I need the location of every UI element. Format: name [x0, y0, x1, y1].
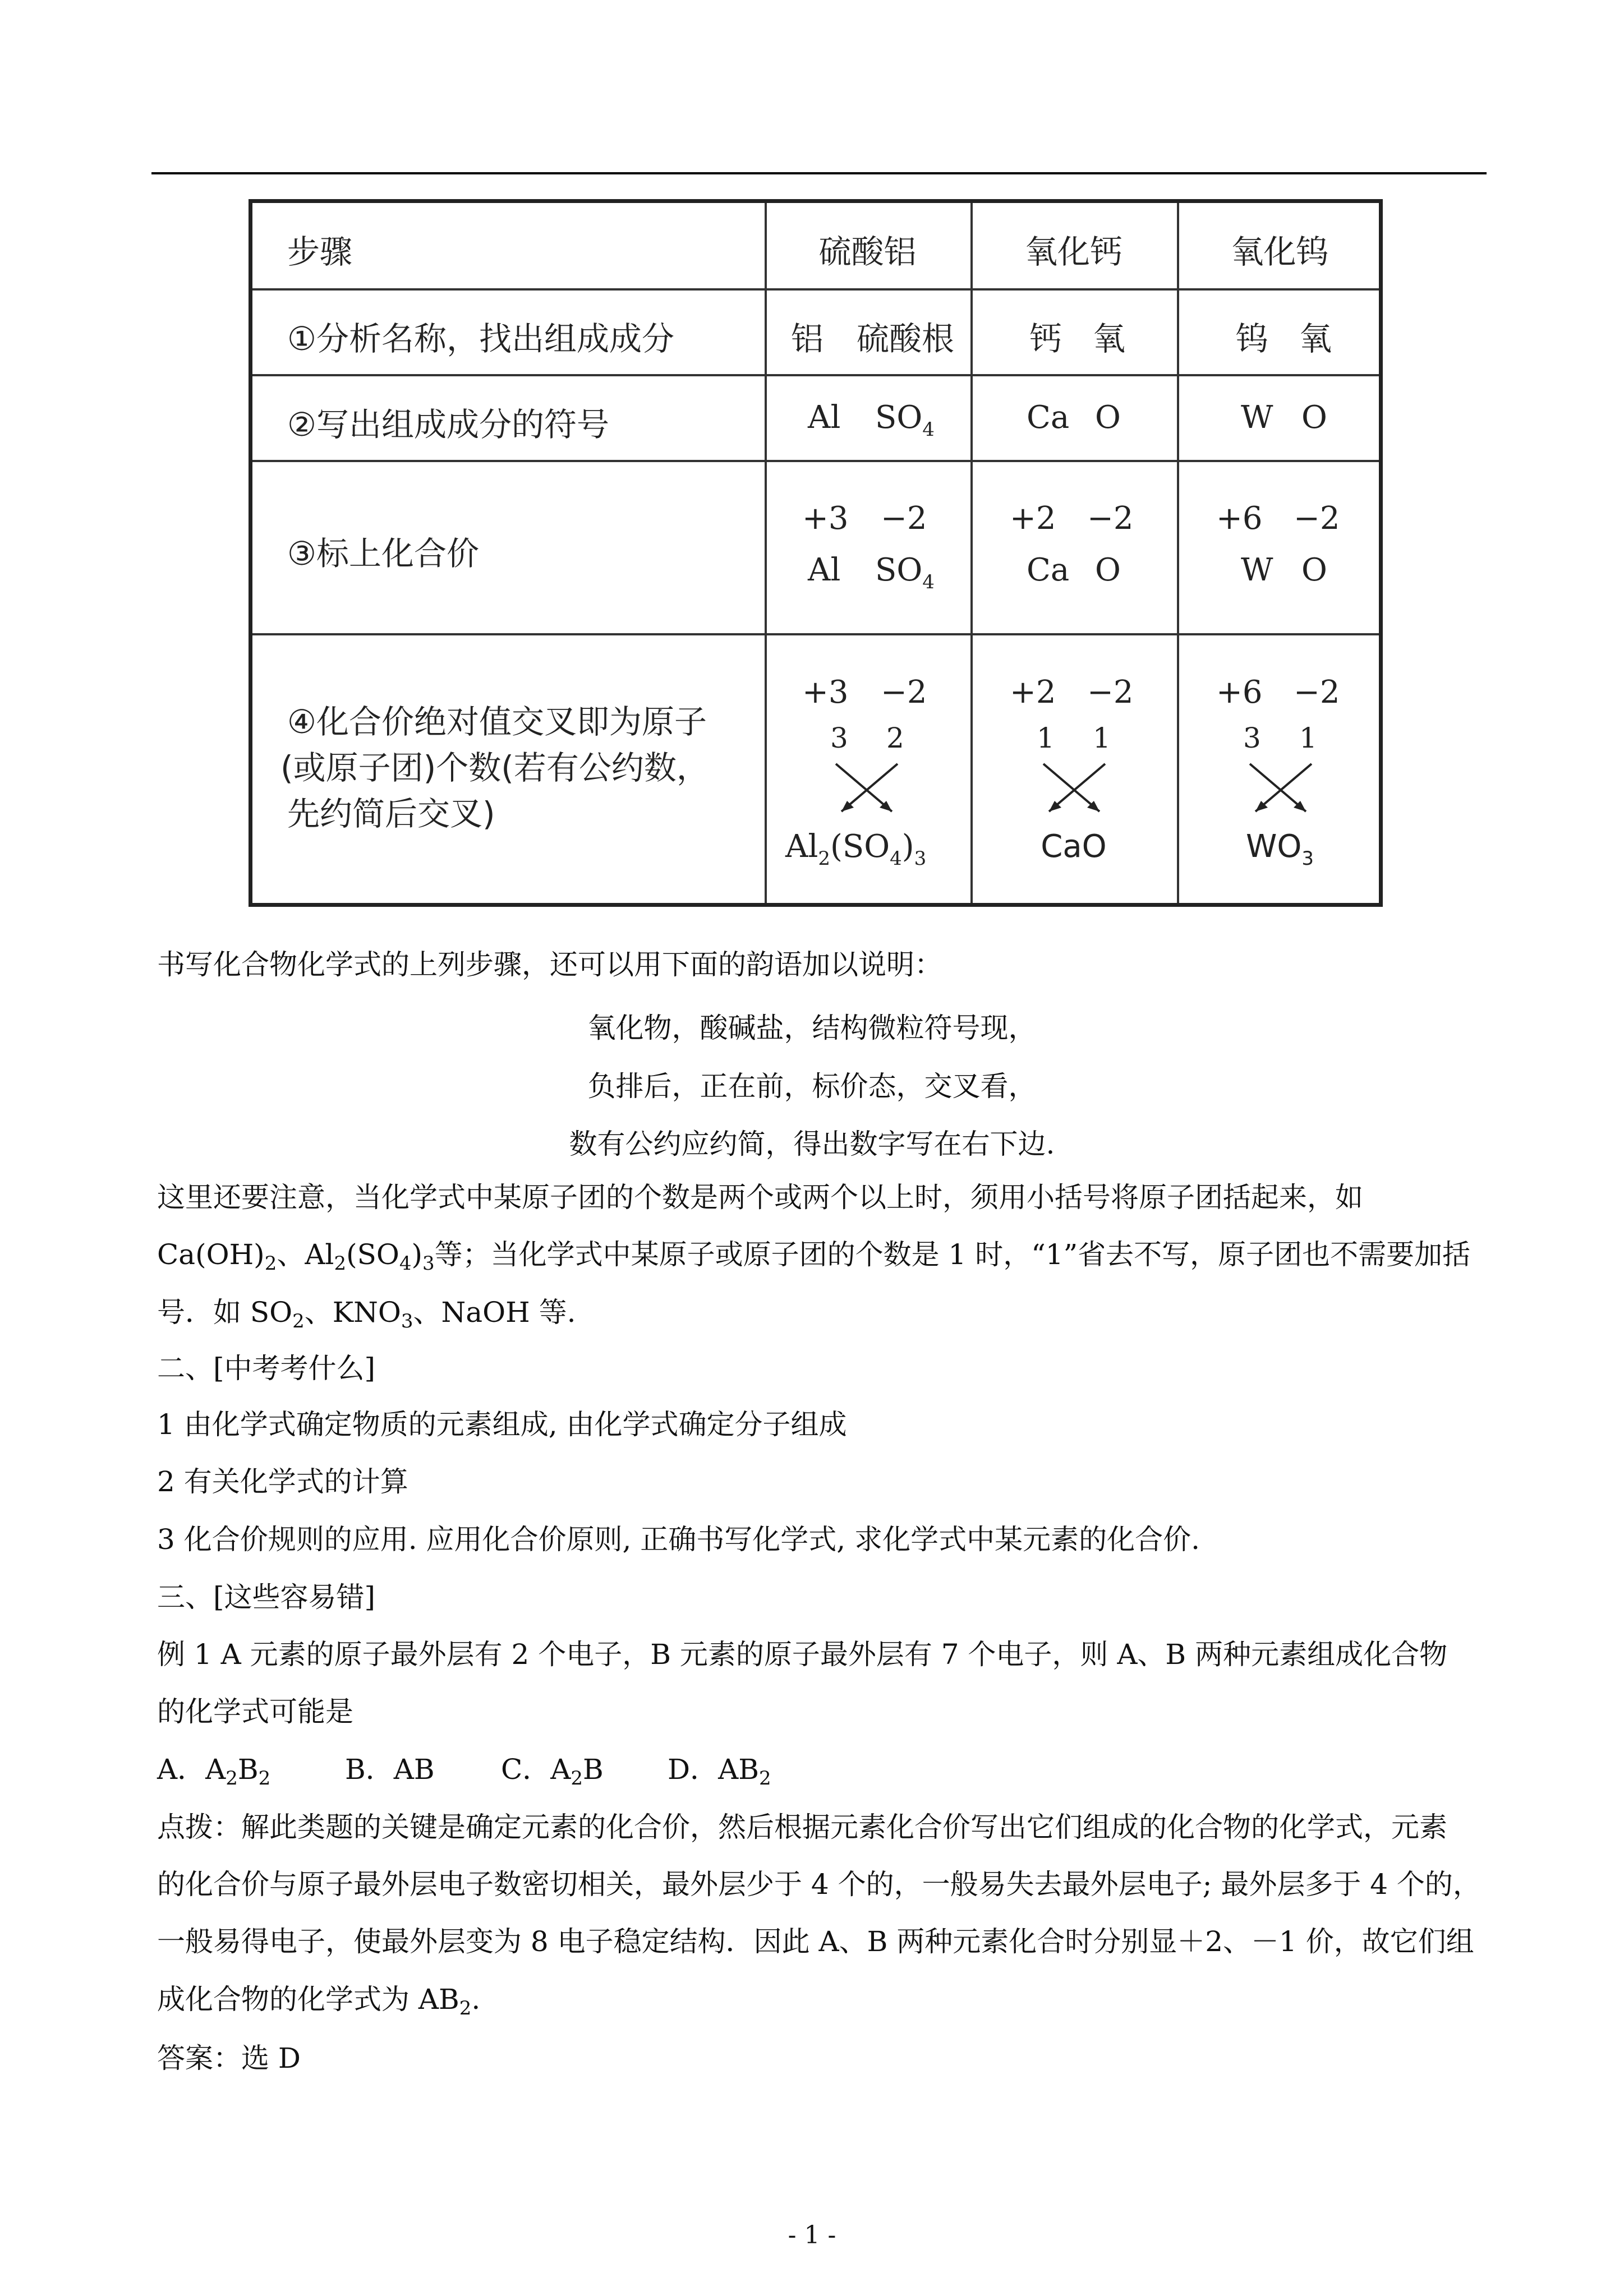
- formula-steps-table: [249, 199, 1383, 907]
- component: 氧: [1093, 320, 1126, 358]
- step-4-label-line-1: ④化合价绝对值交叉即为原子: [287, 703, 707, 741]
- exam-item-3: 3 化合价规则的应用. 应用化合价原则, 正确书写化学式, 求化学式中某元素的化合价.: [157, 1523, 1200, 1556]
- symbol: Al: [808, 552, 841, 588]
- step-4-label-line-3: 先约简后交叉): [287, 795, 495, 833]
- valence: +6: [1216, 674, 1263, 711]
- cross-arrows-icon: [830, 758, 903, 820]
- verse-line-1: 氧化物，酸碱盐，结构微粒符号现，: [587, 1012, 1037, 1044]
- valence: +3: [802, 674, 849, 711]
- symbol: W: [1241, 399, 1273, 436]
- atom-count: 2: [886, 722, 904, 754]
- component: 钨: [1236, 320, 1269, 358]
- exam-item-2: 2 有关化学式的计算: [157, 1465, 408, 1498]
- formula-wo3: $WO_3$: [1245, 828, 1314, 870]
- atom-count: 1: [1037, 722, 1055, 754]
- tip-line-2: 的化合价与原子最外层电子数密切相关，最外层少于 4 个的，一般易失去最外层电子; 最外层多于 4 个的，: [157, 1868, 1481, 1901]
- symbol: $SO_4$: [875, 399, 935, 441]
- symbol: W: [1241, 552, 1273, 588]
- option-a: A．$A_2B_2$: [157, 1753, 271, 1790]
- component: 铝: [791, 320, 824, 358]
- example-1-line-2: 的化学式可能是: [157, 1695, 353, 1728]
- step-3-label: ③标上化合价: [287, 534, 479, 573]
- valence: −2: [1087, 674, 1134, 711]
- note-line-2: $Ca(OH)_2$、$Al_2(SO_4)_3$等；当化学式中某原子或原子团的个数是 1 时，“1”省去不写，原子团也不需要加括: [157, 1238, 1471, 1275]
- table-header-tungsten-oxide: 氧化钨: [1231, 233, 1329, 271]
- table-header-aluminium-sulfate: 硫酸铝: [818, 233, 917, 271]
- valence: +6: [1216, 500, 1263, 537]
- cross-arrows-icon: [1038, 758, 1111, 820]
- atom-count: 3: [830, 722, 848, 754]
- note-line-1: 这里还要注意，当化学式中某原子团的个数是两个或两个以上时，须用小括号将原子团括起来，如: [157, 1181, 1363, 1214]
- table-divider: [1177, 203, 1179, 903]
- valence: −2: [881, 674, 927, 711]
- component: 氧: [1299, 320, 1332, 358]
- atom-count: 1: [1299, 722, 1317, 754]
- tip-line-4: 成化合物的化学式为 $AB_2$.: [157, 1983, 481, 2020]
- option-c: C．$A_2B$: [501, 1753, 604, 1790]
- valence: −2: [881, 500, 927, 537]
- formula-cao: CaO: [1041, 828, 1107, 865]
- tip-line-1: 点拨：解此类题的关键是确定元素的化合价，然后根据元素化合价写出它们组成的化合物的化学式，元素: [157, 1811, 1447, 1843]
- component: 硫酸根: [857, 320, 955, 358]
- valence: +3: [802, 500, 849, 537]
- section-2-heading: 二、[中考考什么]: [157, 1352, 376, 1385]
- header-rule: [151, 172, 1487, 174]
- valence: +2: [1010, 500, 1056, 537]
- component: 钙: [1029, 320, 1062, 358]
- symbol: Ca: [1027, 552, 1070, 588]
- atom-count: 1: [1093, 722, 1111, 754]
- table-divider: [252, 288, 1379, 291]
- valence: −2: [1087, 500, 1134, 537]
- table-header-step: 步骤: [287, 233, 353, 271]
- table-divider: [970, 203, 973, 903]
- symbol: Al: [808, 399, 841, 436]
- table-divider: [765, 203, 767, 903]
- verse-line-3: 数有公约应约简，得出数字写在右下边.: [569, 1128, 1055, 1160]
- table-divider: [252, 633, 1379, 635]
- symbol: Ca: [1027, 399, 1070, 436]
- valence: +2: [1010, 674, 1056, 711]
- page-number: - 1 -: [788, 2221, 836, 2249]
- option-b: B．AB: [345, 1753, 435, 1786]
- step-1-label: ①分析名称，找出组成成分: [287, 320, 674, 358]
- example-1-line-1: 例 1 A 元素的原子最外层有 2 个电子，B 元素的原子最外层有 7 个电子，则 A、B 两种元素组成化合物: [157, 1638, 1448, 1671]
- intro-paragraph: 书写化合物化学式的上列步骤，还可以用下面的韵语加以说明：: [157, 948, 942, 981]
- option-d: D．$AB_2$: [668, 1753, 771, 1790]
- note-line-3: 号．如 $SO_2$、$KNO_3$、NaOH 等.: [157, 1296, 576, 1333]
- symbol: O: [1301, 399, 1327, 436]
- formula-al2so43: $Al_2(SO_4)_3$: [785, 828, 927, 870]
- exam-item-1: 1 由化学式确定物质的元素组成, 由化学式确定分子组成: [157, 1408, 847, 1441]
- symbol: O: [1095, 552, 1121, 588]
- symbol: O: [1095, 399, 1121, 436]
- verse-line-2: 负排后，正在前，标价态，交叉看，: [587, 1070, 1037, 1103]
- step-4-label-line-2: (或原子团)个数(若有公约数，: [280, 749, 709, 787]
- section-3-heading: 三、[这些容易错]: [157, 1581, 376, 1613]
- valence: −2: [1294, 500, 1340, 537]
- valence: −2: [1294, 674, 1340, 711]
- cross-arrows-icon: [1244, 758, 1317, 820]
- step-2-label: ②写出组成成分的符号: [287, 405, 609, 444]
- symbol: $SO_4$: [875, 552, 935, 593]
- table-header-calcium-oxide: 氧化钙: [1024, 233, 1122, 271]
- table-divider: [252, 374, 1379, 376]
- symbol: O: [1301, 552, 1327, 588]
- table-divider: [252, 460, 1379, 462]
- answer: 答案：选 D: [157, 2042, 301, 2074]
- atom-count: 3: [1243, 722, 1261, 754]
- tip-line-3: 一般易得电子，使最外层变为 8 电子稳定结构．因此 A、B 两种元素化合时分别显＋2、－1 价，故它们组: [157, 1925, 1474, 1958]
